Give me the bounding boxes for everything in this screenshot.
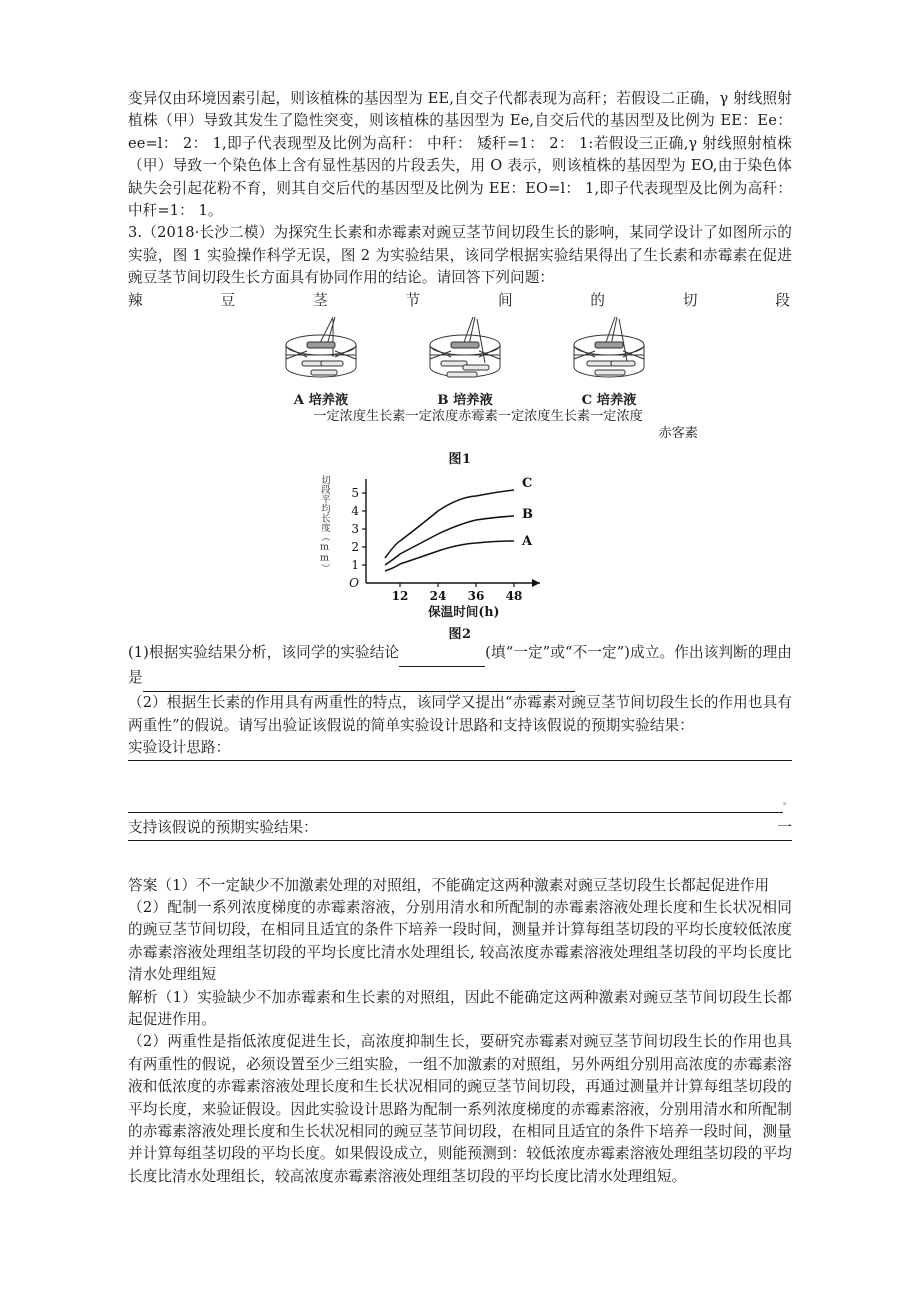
chart-series-a (385, 541, 514, 571)
q2-expected-row (128, 817, 792, 840)
q2-expected-trailing: 一 (777, 817, 792, 840)
chart-y-axis-label: 切段平均长度（mm） (319, 474, 330, 573)
chart-x-arrow (532, 579, 540, 587)
spaced-char-7: 段 (775, 291, 790, 309)
petri-dish-c-icon (555, 315, 663, 387)
q1-blank-1[interactable] (399, 644, 485, 667)
chart-ytick-2: 2 (351, 539, 359, 554)
content-column (128, 88, 792, 1188)
figure-1-label: 图1 (448, 451, 472, 467)
q2-expected-blank[interactable] (318, 824, 778, 841)
figure-1-subcaption (258, 408, 698, 442)
q2-end-mark: 。 (782, 796, 792, 807)
q2-design-blank[interactable] (230, 744, 792, 761)
chart-xtick-48: 48 (505, 588, 523, 603)
spaced-char-4: 间 (497, 291, 513, 309)
chart-container (310, 473, 610, 621)
petri-dish-a-icon (267, 315, 375, 387)
question-source: （2018·长沙二模） (142, 224, 274, 242)
question-1-line (128, 642, 792, 693)
q2-expected-label: 支持该假说的预期实验结果： (128, 817, 318, 840)
figure-2-label: 图2 (448, 626, 472, 642)
spaced-char-1: 豆 (220, 291, 236, 309)
petri-dish-a (267, 315, 375, 387)
chart-label-b: B (522, 506, 533, 522)
chart-origin-label: O (349, 575, 359, 590)
answer-heading: 答案（1）不一定缺少不加激素处理的对照组，不能确定这两种激素对豌豆茎切段生长都起促进作用 (128, 876, 770, 894)
figure-2 (128, 473, 792, 621)
q2-design-row (128, 737, 792, 760)
petri-dish-row (128, 315, 792, 387)
chart-label-a: A (522, 533, 533, 549)
q2-design-blank-2[interactable] (128, 796, 783, 813)
paragraph-previous: 变异仅由环境因素引起，则该植株的基因型为 EE,自交子代都表现为高秆；若假设二正确，γ 射线照射植株（甲）导致其发生了隐性突变，则该植株的基因型为 Ee,自交后代的基因型及比例为 EE：Ee：ee=l： 2： 1,即子代表现型及比例为高秆： 中秆： 矮秆=1： 2： 1:若假设三正确,γ 射线照射植株（甲）导致一个染色体上含有显性基因的片段丢失，用 O 表示，则该植株的基因型为 EO,由于染色体缺失会引起花粉不育，则其自交后代的基因型及比例为 EE：EO=l： 1,即子代表现型及比例为高秆：中秆=1： 1。 (128, 90, 792, 220)
question-3 (128, 222, 792, 289)
q1-text-before: (1)根据实验结果分析，该同学的实验结论 (128, 643, 400, 661)
petri-dish-c (555, 315, 663, 387)
spaced-char-2: 茎 (312, 291, 328, 309)
chart-xtick-24: 24 (429, 588, 447, 603)
dish-label-b: B 培养液 (437, 392, 493, 408)
spaced-char-3: 节 (405, 291, 421, 309)
chart-x-axis-label: 保温时间(h) (428, 603, 500, 619)
answer-gap (128, 841, 792, 875)
q1-text-after: (填“一定”或“不一定”)成立。作出该判断的理由是 (128, 643, 792, 687)
question-text: 为探究生长素和赤霉素对豌豆茎节间切段生长的影响，某同学设计了如图所示的实验，图 1 实验操作科学无误，图 2 为实验结果，该同学根据实验结果得出了生长素和赤霉素在促进豌豆茎节间切段生长方面具有协同作用的结论。请回答下列问题： (128, 224, 792, 287)
figure-1-subcaption-line2: 赤客素 (658, 425, 698, 441)
q2-design-label: 实验设计思路： (128, 737, 230, 760)
spaced-caption-line (128, 291, 792, 311)
chart-label-c: C (522, 475, 533, 491)
chart-ytick-5: 5 (351, 485, 359, 500)
analysis-part-1: 解析（1）实验缺少不加赤霉素和生长素的对照组，因此不能确定这两种激素对豌豆茎节间切段生长都起促进作用。 (128, 988, 792, 1028)
spaced-char-5: 的 (590, 291, 606, 309)
question-2-text: （2）根据生长素的作用具有两重性的特点，该同学又提出“赤霉素对豌豆茎节间切段生长的作用也具有两重性”的假说。请写出验证该假说的简单实验设计思路和支持该假说的预期实验结果： (128, 694, 792, 734)
q2-design-blank-row-2 (128, 791, 792, 813)
answer-part-2: （2）配制一系列浓度梯度的赤霉素溶液，分别用清水和所配制的赤霉素溶液处理长度和生长状况相同的豌豆茎节间切段，在相同且适宜的条件下培养一段时间，测量并计算每组茎切段的平均长度较低浓度赤霉素溶液处理组茎切段的平均长度比清水处理组长, 较高浓度赤霉素溶液处理组茎切段的平均长度比清水处理组短 (128, 898, 792, 984)
chart-xtick-36: 36 (467, 588, 485, 603)
figure-1-dish-labels (128, 389, 792, 408)
q2-design-blank-space (128, 761, 792, 791)
q1-blank-2[interactable] (143, 669, 575, 692)
chart-ytick-4: 4 (351, 503, 359, 518)
chart-ytick-3: 3 (351, 521, 359, 536)
spaced-char-0: 辣 (128, 291, 143, 309)
chart-xtick-12: 12 (391, 588, 409, 603)
petri-dish-b-icon (411, 315, 519, 387)
chart-svg (326, 473, 586, 605)
petri-dish-b (411, 315, 519, 387)
spaced-char-6: 切 (682, 291, 698, 309)
chart-ytick-1: 1 (351, 557, 359, 572)
dish-label-c: C 培养液 (581, 392, 637, 408)
analysis-part-2: （2）两重性是指低浓度促进生长，高浓度抑制生长，要研究赤霉素对豌豆茎节间切段生长的作用也具有两重性的假说，必须设置至少三组实脸，一组不加激素的对照组，另外两组分别用高浓度的赤霉素溶液和低浓度的赤霉素溶液处理长度和生长状况相同的豌豆茎节间切段，再通过测量并计算每组茎切段的平均长度，来验证假设。因此实验设计思路为配制一系列浓度梯度的赤霉素溶液，分别用清水和所配制的赤霉素溶液处理长度和生长状况相同的豌豆茎节间切段，在相同且适宜的条件下培养一段时间，测量并计算每组茎切段的平均长度。如果假设成立，则能预测到：较低浓度赤霉素溶液处理组茎切段的平均长度比清水处理组长，较高浓度赤霉素溶液处理组茎切段的平均长度比清水处理组短。 (128, 1033, 792, 1185)
figure-1-subcaption-line1: 一定浓度生长素一定浓度赤霉素一定浓度生长素一定浓度 (313, 408, 643, 424)
figure-1 (128, 315, 792, 467)
dish-label-a: A 培养液 (293, 392, 349, 408)
question-number: 3. (128, 224, 143, 242)
chart-series-b (385, 516, 514, 565)
